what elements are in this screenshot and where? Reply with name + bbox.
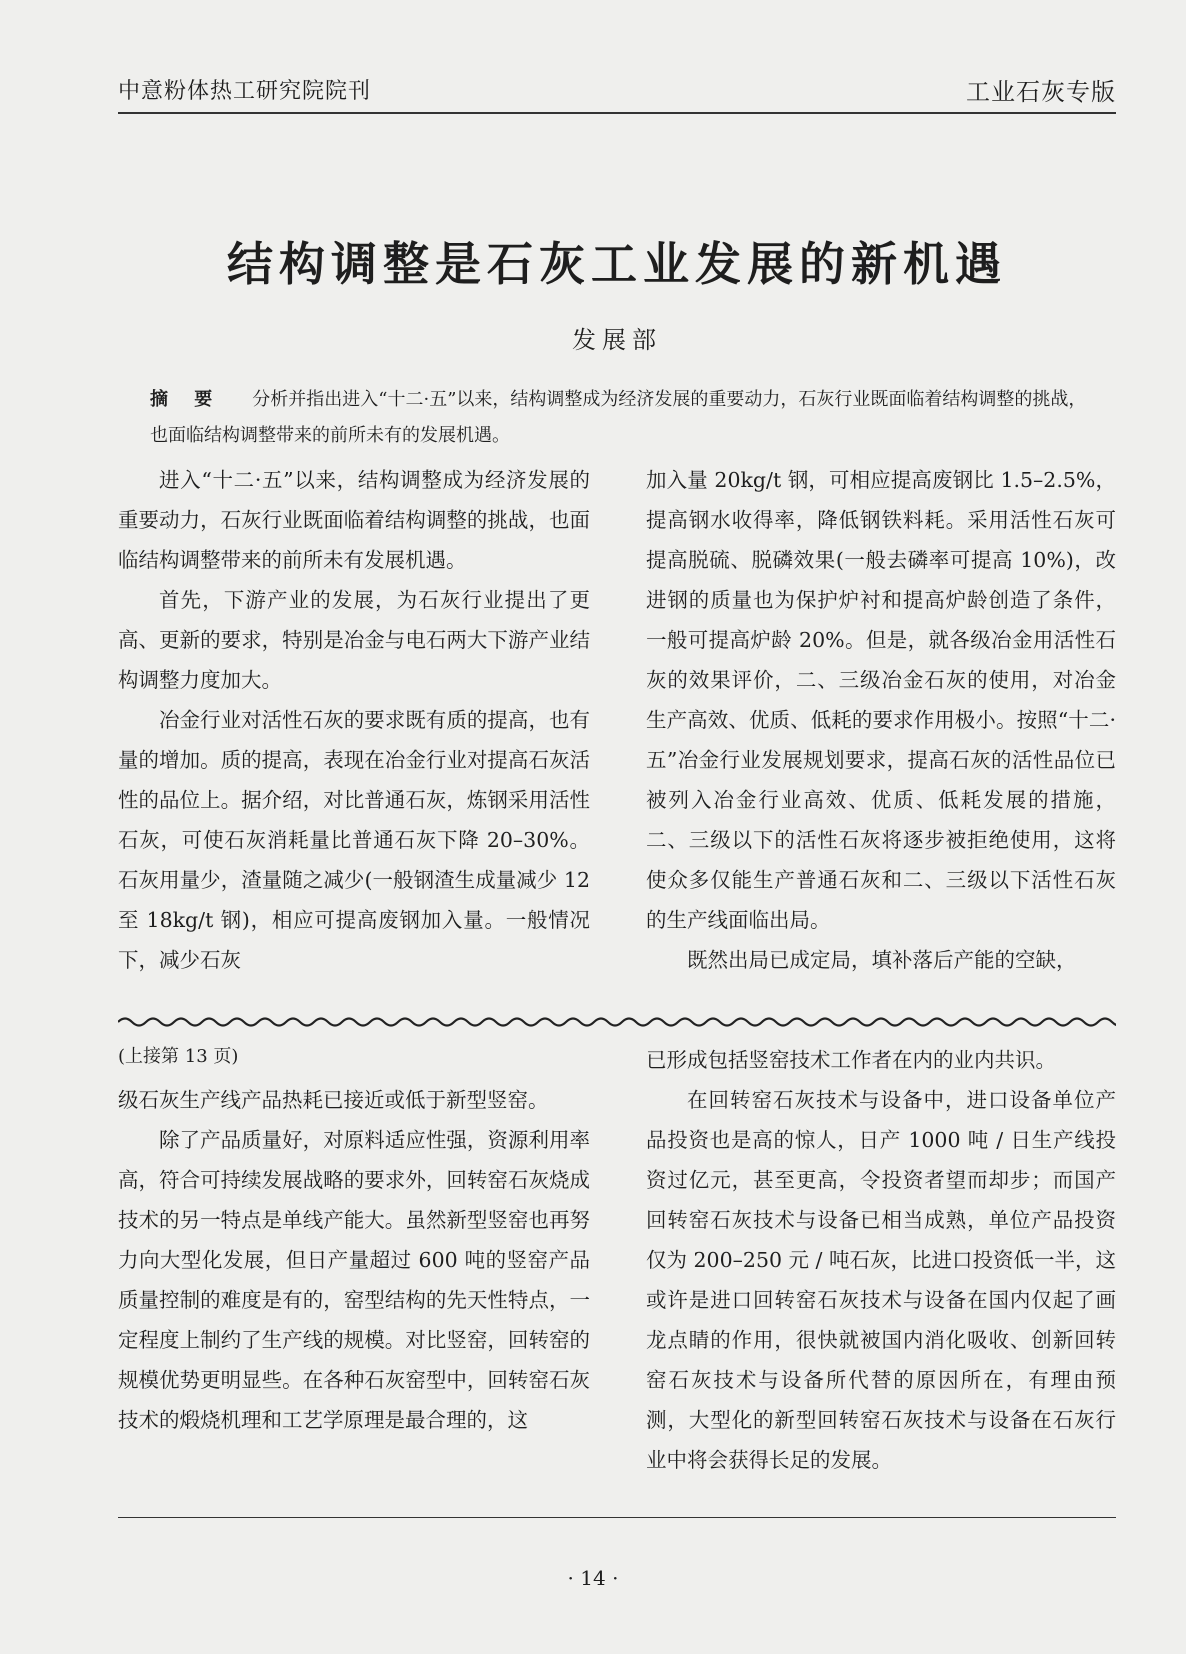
left-column-top	[118, 460, 590, 980]
footer-divider	[118, 1517, 1116, 1518]
paragraph: 首先，下游产业的发展，为石灰行业提出了更高、更新的要求，特别是冶金与电石两大下游产业结构调整力度加大。	[118, 588, 590, 692]
continuation-label: (上接第 13 页)	[118, 1046, 239, 1067]
paragraph: 在回转窑石灰技术与设备中，进口设备单位产品投资也是高的惊人，日产 1000 吨 / 日生产线投资过亿元，甚至更高，令投资者望而却步；而国产回转窑石灰技术与设备已相当成熟，单位产品投资仅为 200–250 元 / 吨石灰，比进口投资低一半，这或许是进口回转窑石灰技术与设备在国内仅起了画龙点睛的作用，很快就被国内消化吸收、创新回转窑石灰技术与设备所代替的原因所在，有理由预测，大型化的新型回转窑石灰技术与设备在石灰行业中将会获得长足的发展。	[646, 1088, 1116, 1472]
edition-label: 工业石灰专版	[966, 78, 1116, 106]
journal-name: 中意粉体热工研究院院刊	[118, 79, 372, 104]
header-divider	[118, 112, 1116, 114]
page-number: · 14 ·	[567, 1566, 619, 1590]
article-title: 结构调整是石灰工业发展的新机遇	[227, 237, 1007, 291]
article-author: 发展部	[572, 326, 662, 354]
wavy-divider	[118, 1014, 1116, 1030]
paragraph: 加入量 20kg/t 钢，可相应提高废钢比 1.5–2.5%，提高钢水收得率，降低钢铁料耗。采用活性石灰可提高脱硫、脱磷效果(一般去磷率可提高 10%)，改进钢的质量也为保护炉衬和提高炉龄创造了条件，一般可提高炉龄 20%。但是，就各级冶金用活性石灰的效果评价，二、三级冶金石灰的使用，对冶金生产高效、优质、低耗的要求作用极小。按照“十二·五”冶金行业发展规划要求，提高石灰的活性品位已被列入冶金行业高效、优质、低耗发展的措施，二、三级以下的活性石灰将逐步被拒绝使用，这将使众多仅能生产普通石灰和二、三级以下活性石灰的生产线面临出局。	[646, 468, 1116, 932]
right-column-top	[646, 460, 1116, 980]
paragraph: 冶金行业对活性石灰的要求既有质的提高，也有量的增加。质的提高，表现在冶金行业对提高石灰活性的品位上。据介绍，对比普通石灰，炼钢采用活性石灰，可使石灰消耗量比普通石灰下降 20–30%。石灰用量少，渣量随之减少(一般钢渣生成量减少 12 至 18kg/t 钢)，相应可提高废钢加入量。一般情况下，减少石灰	[118, 708, 590, 972]
paragraph: 级石灰生产线产品热耗已接近或低于新型竖窑。	[118, 1088, 549, 1112]
paragraph: 已形成包括竖窑技术工作者在内的业内共识。	[646, 1048, 1056, 1072]
abstract	[150, 382, 1096, 454]
paragraph: 进入“十二·五”以来，结构调整成为经济发展的重要动力，石灰行业既面临着结构调整的挑战，也面临结构调整带来的前所未有发展机遇。	[118, 468, 590, 572]
left-column-bottom	[118, 1080, 590, 1440]
paragraph: 既然出局已成定局，填补落后产能的空缺，	[687, 948, 1077, 972]
abstract-text: 分析并指出进入“十二·五”以来，结构调整成为经济发展的重要动力，石灰行业既面临着结构调整的挑战，也面临结构调整带来的前所未有的发展机遇。	[150, 389, 1087, 446]
paragraph: 除了产品质量好，对原料适应性强，资源利用率高，符合可持续发展战略的要求外，回转窑石灰烧成技术的另一特点是单线产能大。虽然新型竖窑也再努力向大型化发展，但日产量超过 600 吨的竖窑产品质量控制的难度是有的，窑型结构的先天性特点，一定程度上制约了生产线的规模。对比竖窑，回转窑的规模优势更明显些。在各种石灰窑型中，回转窑石灰技术的煅烧机理和工艺学原理是最合理的，这	[118, 1128, 590, 1432]
right-column-bottom	[646, 1040, 1116, 1480]
abstract-label: 摘 要	[150, 389, 223, 410]
